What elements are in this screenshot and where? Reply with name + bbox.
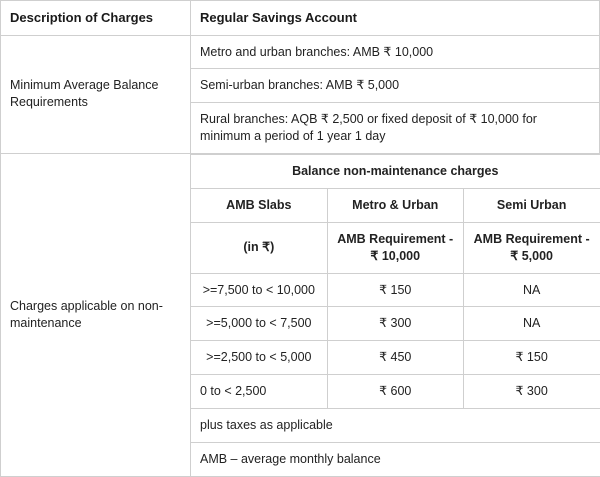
non-maintenance-charges-cell — [191, 154, 600, 477]
note-amb-definition: AMB – average monthly balance — [191, 442, 600, 476]
inner-header-amb-slabs: AMB Slabs — [191, 188, 327, 222]
slab-value: >=7,500 to < 10,000 — [191, 273, 327, 307]
header-description-of-charges: Description of Charges — [1, 1, 191, 36]
table-row — [1, 35, 600, 69]
row-label-charges-non-maintenance: Charges applicable on non-maintenance — [1, 154, 191, 477]
inner-subheader-units: (in ₹) — [191, 222, 327, 273]
metro-charge-value: ₹ 150 — [327, 273, 463, 307]
table-row — [191, 375, 600, 409]
metro-charge-value: ₹ 300 — [327, 307, 463, 341]
inner-title-row — [191, 155, 600, 189]
inner-table-title: Balance non-maintenance charges — [191, 155, 600, 189]
inner-header-metro-urban: Metro & Urban — [327, 188, 463, 222]
table-row — [191, 341, 600, 375]
table-row — [191, 273, 600, 307]
slab-value: >=5,000 to < 7,500 — [191, 307, 327, 341]
semi-charge-value: NA — [463, 273, 599, 307]
mab-rural-value: Rural branches: AQB ₹ 2,500 or fixed deposit of ₹ 10,000 for minimum a period of 1 year 1 day — [191, 103, 600, 154]
inner-subheader-semi-requirement: AMB Requirement - ₹ 5,000 — [463, 222, 599, 273]
metro-charge-value: ₹ 450 — [327, 341, 463, 375]
mab-metro-urban-value: Metro and urban branches: AMB ₹ 10,000 — [191, 35, 600, 69]
mab-semi-urban-value: Semi-urban branches: AMB ₹ 5,000 — [191, 69, 600, 103]
table-row — [1, 154, 600, 477]
semi-charge-value: ₹ 300 — [463, 375, 599, 409]
note-row — [191, 442, 600, 476]
table-header-row — [1, 1, 600, 36]
table-row — [191, 307, 600, 341]
note-row — [191, 409, 600, 443]
note-taxes: plus taxes as applicable — [191, 409, 600, 443]
inner-header-semi-urban: Semi Urban — [463, 188, 599, 222]
header-regular-savings-account: Regular Savings Account — [191, 1, 600, 36]
slab-value: 0 to < 2,500 — [191, 375, 327, 409]
balance-non-maintenance-table — [191, 154, 600, 477]
semi-charge-value: NA — [463, 307, 599, 341]
slab-value: >=2,500 to < 5,000 — [191, 341, 327, 375]
inner-subheader-metro-requirement: AMB Requirement - ₹ 10,000 — [327, 222, 463, 273]
semi-charge-value: ₹ 150 — [463, 341, 599, 375]
inner-subheader-row — [191, 222, 600, 273]
row-label-minimum-average-balance: Minimum Average Balance Requirements — [1, 35, 191, 154]
metro-charge-value: ₹ 600 — [327, 375, 463, 409]
inner-header-row — [191, 188, 600, 222]
